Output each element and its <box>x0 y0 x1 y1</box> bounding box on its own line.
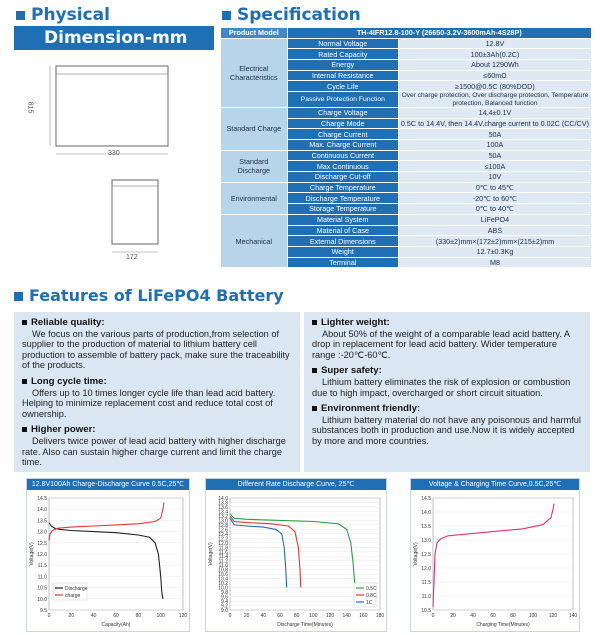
y-tick-label: 12.0 <box>218 540 228 547</box>
feature-text: Offers up to 10 times longer cycle life than lead acid battery. Helping to minimize replacement cost and reduce total cost of ownership. <box>22 387 276 419</box>
x-tick-label: 20 <box>450 613 456 619</box>
legend-label: Discharge <box>65 586 88 592</box>
feature-title <box>312 404 582 415</box>
spec-param: Rated Capacity <box>287 49 398 60</box>
spec-category: Electrical Characteristics <box>221 38 288 107</box>
spec-param: Max Continuous <box>287 161 398 172</box>
spec-row <box>221 38 592 49</box>
feature-title-text: Lighter weight: <box>321 317 390 328</box>
spec-value: 100±3Ah(0.2C) <box>398 49 591 60</box>
y-axis-label: Voltage(V) <box>29 542 35 566</box>
x-tick-label: 80 <box>135 613 142 619</box>
y-tick-label: 11.5 <box>37 563 47 570</box>
y-tick-label: 14.0 <box>37 507 47 514</box>
y-tick-label: 11.0 <box>37 574 47 581</box>
y-tick-label: 10.2 <box>218 581 228 588</box>
y-tick-label: 13.0 <box>421 538 431 544</box>
y-tick-label: 9.5 <box>40 608 47 614</box>
x-tick-label: 120 <box>178 613 188 619</box>
spec-param: Passive Protection Function <box>287 92 398 108</box>
legend-label: charge <box>65 593 81 599</box>
features-right-list <box>304 312 590 447</box>
x-tick-label: 0 <box>47 613 51 619</box>
spec-param: Charge Current <box>287 129 398 140</box>
depth-dimension-label: 172 <box>126 254 138 261</box>
chart-title-1: 12.8V100Ah Charge-Discharge Curve 0.5C,25℃ <box>27 479 189 490</box>
spec-param: Continuous Current <box>287 150 398 161</box>
chart-panel-1 <box>26 478 190 632</box>
y-tick-label: 12.0 <box>37 552 47 558</box>
x-tick-label: 120 <box>325 613 335 619</box>
spec-value: 0℃ to 45℃ <box>398 182 591 193</box>
charge-discharge-chart <box>27 490 189 630</box>
feature-text: Delivers twice power of lead acid battery with higher discharge rate. Also can sustain higher charge current and limit the charge time. <box>22 435 286 468</box>
y-tick-label: 13.0 <box>37 529 47 536</box>
spec-header-label: Product Model <box>221 28 288 39</box>
y-tick-label: 9.2 <box>221 603 228 610</box>
square-bullet-icon <box>22 379 27 384</box>
spec-param: Discharge Temperature <box>287 193 398 204</box>
y-tick-label: 10.0 <box>218 585 228 592</box>
spec-row <box>221 214 592 225</box>
x-tick-label: 100 <box>156 613 165 619</box>
spec-value: 14.4±0.1V <box>398 107 591 118</box>
legend-label: 0.5C <box>366 586 377 592</box>
feature-title-text: Environment friendly: <box>321 403 421 415</box>
y-tick-label: 13.4 <box>218 509 228 516</box>
spec-param: Storage Temperature <box>287 204 398 215</box>
y-tick-label: 11.8 <box>218 545 228 552</box>
x-axis-label: Charging Time(Minutes) <box>476 622 530 628</box>
spec-value: 12.7±0.3Kg <box>398 246 591 257</box>
x-axis-label: Capacity(Ah) <box>101 622 131 628</box>
spec-value: 0.5C to 14.4V, then 14.4V,charge current to 0.02C (CC/CV) <box>398 118 591 129</box>
spec-category: Standard Charge <box>221 107 288 150</box>
y-tick-label: 9.6 <box>221 594 228 601</box>
y-tick-label: 11.4 <box>218 554 228 561</box>
feature-title-text: Reliable quality: <box>31 317 105 328</box>
y-tick-label: 12.2 <box>218 536 228 543</box>
feature-title <box>22 377 292 388</box>
feature-title-text: Higher power: <box>31 424 96 436</box>
spec-param: Charge Temperature <box>287 182 398 193</box>
y-tick-label: 14.0 <box>421 510 431 516</box>
spec-table-container <box>220 27 592 268</box>
specification-title: Specification <box>222 5 361 25</box>
x-tick-label: 40 <box>260 613 267 619</box>
physical-title: Physical <box>16 5 110 25</box>
spec-param: Normal Voltage <box>287 38 398 49</box>
features-left-panel <box>14 312 300 472</box>
y-tick-label: 14.5 <box>37 496 47 502</box>
y-tick-label: 12.5 <box>421 552 431 558</box>
y-tick-label: 11.2 <box>218 558 228 565</box>
x-tick-label: 140 <box>342 613 351 619</box>
y-tick-label: 11.0 <box>218 563 228 570</box>
spec-value: ≤100A <box>398 161 591 172</box>
spec-value: ≤60mΩ <box>398 70 591 81</box>
spec-value: 100A <box>398 140 591 151</box>
y-tick-label: 13.2 <box>218 513 228 520</box>
x-tick-label: 160 <box>359 613 368 619</box>
spec-value: 50A <box>398 150 591 161</box>
y-tick-label: 10.6 <box>218 572 228 579</box>
y-tick-label: 13.8 <box>218 500 228 507</box>
spec-value: (330±2)mm×(172±2)mm×(215±2)mm <box>398 236 591 247</box>
square-bullet-icon <box>312 368 317 373</box>
features-right-panel <box>304 312 590 472</box>
spec-param: Cycle Life <box>287 81 398 92</box>
feature-text: Lithium battery eliminates the risk of explosion or combustion due to high impact, overcharged or short circuit situation. <box>312 376 571 398</box>
x-tick-label: 0 <box>431 613 435 619</box>
width-dimension-label: 330 <box>108 150 120 157</box>
y-tick-label: 10.4 <box>218 576 228 583</box>
y-tick-label: 12.8 <box>218 522 228 529</box>
square-bullet-icon <box>22 427 27 432</box>
features-left-list <box>14 312 300 468</box>
feature-title <box>312 318 582 329</box>
y-tick-label: 13.5 <box>421 524 431 530</box>
y-tick-label: 11.5 <box>421 580 431 586</box>
spec-param: Charge Mode <box>287 118 398 129</box>
spec-param: Weight <box>287 246 398 257</box>
spec-row <box>221 182 592 193</box>
y-tick-label: 13.6 <box>218 504 228 511</box>
x-tick-label: 60 <box>113 613 119 619</box>
spec-param: Max. Charge Current <box>287 140 398 151</box>
y-tick-label: 13.5 <box>37 518 47 525</box>
y-tick-label: 10.5 <box>421 608 431 614</box>
features-title: Features of LiFePO4 Battery <box>14 286 284 305</box>
y-tick-label: 10.8 <box>218 567 228 574</box>
legend-label: 0.8C <box>366 593 377 599</box>
y-axis-label: Voltage(V) <box>208 542 214 566</box>
spec-value: ≥1500@0.5C (80%DOD) <box>398 81 591 92</box>
x-tick-label: 80 <box>510 613 516 619</box>
dimension-title-bar: Dimension-mm <box>14 26 214 50</box>
feature-text: About 50% of the weight of a comparable lead acid battery. A drop in replacement for lead acid battery. Wider temperature range :-20℃-60℃. <box>312 328 570 360</box>
feature-text: Lithium battery material do not have any poisonous and harmful substances both in production and use.Now it is widely accepted by more and more countries. <box>312 414 581 446</box>
x-tick-label: 120 <box>548 613 558 619</box>
x-tick-label: 0 <box>228 613 232 619</box>
y-tick-label: 14.0 <box>218 496 228 502</box>
spec-row <box>221 107 592 118</box>
spec-value: M8 <box>398 257 591 268</box>
x-tick-label: 60 <box>277 613 283 619</box>
spec-value: Over charge protection, Over discharge protection, Temperature protection, Balanced function <box>398 92 591 108</box>
y-axis-label: Voltage(V) <box>413 542 419 566</box>
spec-category: Environmental <box>221 182 288 214</box>
x-tick-label: 60 <box>490 613 496 619</box>
height-dimension-label: 815 <box>26 101 34 114</box>
y-tick-label: 12.0 <box>421 566 431 572</box>
spec-param: Charge Voltage <box>287 107 398 118</box>
y-tick-label: 10.0 <box>37 596 47 603</box>
x-tick-label: 40 <box>90 613 97 619</box>
y-tick-label: 12.4 <box>218 531 228 538</box>
y-tick-label: 9.8 <box>221 590 228 597</box>
x-tick-label: 100 <box>528 613 538 619</box>
charging-time-chart <box>411 490 579 630</box>
spec-param: Internal Resistance <box>287 70 398 81</box>
y-tick-label: 11.6 <box>218 549 228 556</box>
y-tick-label: 12.5 <box>37 540 47 547</box>
spec-param: Discharge Cut-off <box>287 172 398 183</box>
square-bullet-icon <box>14 292 23 301</box>
y-tick-label: 11.0 <box>421 594 431 600</box>
x-tick-label: 20 <box>68 613 75 619</box>
square-bullet-icon <box>222 11 231 20</box>
y-tick-label: 12.6 <box>218 527 228 534</box>
spec-model: TH-4IFR12.8-100-Y (26650-3.2V-3600mAh-4S28P) <box>287 28 591 39</box>
feature-title-text: Long cycle time: <box>31 375 107 387</box>
square-bullet-icon <box>22 320 27 325</box>
spec-param: Energy <box>287 60 398 71</box>
spec-value: -20℃ to 60℃ <box>398 193 591 204</box>
y-tick-label: 9.4 <box>221 599 228 606</box>
feature-title-text: Super safety: <box>321 365 382 377</box>
x-tick-label: 40 <box>470 613 476 619</box>
y-tick-label: 14.5 <box>421 496 431 502</box>
spec-param: Material System <box>287 214 398 225</box>
rate-discharge-chart <box>206 490 386 630</box>
spec-param: Material of Case <box>287 225 398 236</box>
x-tick-label: 140 <box>568 613 578 619</box>
spec-header-row <box>221 28 592 39</box>
x-axis-label: Discharge Time(Minutes) <box>277 622 333 628</box>
square-bullet-icon <box>312 406 317 411</box>
chart-title-3: Voltage & Charging Time Curve,0.5C,25℃ <box>411 479 579 490</box>
chart-panel-2 <box>205 478 387 632</box>
spec-param: External Dimensions <box>287 236 398 247</box>
spec-param: Terminal <box>287 257 398 268</box>
spec-value: 12.8V <box>398 38 591 49</box>
spec-value: 10V <box>398 172 591 183</box>
spec-category: Standard Discharge <box>221 150 288 182</box>
square-bullet-icon <box>312 320 317 325</box>
feature-title <box>22 425 292 436</box>
feature-title <box>22 318 292 329</box>
chart-title-2: Different Rate Discharge Curve, 25℃ <box>206 479 386 490</box>
spec-value: LiFePO4 <box>398 214 591 225</box>
spec-value: 50A <box>398 129 591 140</box>
feature-text: We focus on the various parts of production,from selection of supplier to the production of material to lithium battery cell production to assemble of battery pack, make sure the traceability of the products. <box>22 328 290 371</box>
spec-table <box>220 27 592 268</box>
spec-category: Mechanical <box>221 214 288 267</box>
spec-value: 0℃ to 40℃ <box>398 204 591 215</box>
spec-row <box>221 150 592 161</box>
y-tick-label: 13.0 <box>218 518 228 525</box>
spec-value: ABS <box>398 225 591 236</box>
x-tick-label: 100 <box>309 613 318 619</box>
square-bullet-icon <box>16 11 25 20</box>
feature-title <box>312 366 582 377</box>
x-tick-label: 20 <box>243 613 250 619</box>
y-tick-label: 9.0 <box>221 608 228 614</box>
chart-panel-3 <box>410 478 580 632</box>
x-tick-label: 180 <box>375 613 385 619</box>
front-view-drawing <box>30 60 180 170</box>
x-tick-label: 80 <box>293 613 300 619</box>
spec-value: About 1290Wh <box>398 60 591 71</box>
side-view-drawing <box>100 170 190 265</box>
legend-label: 1C <box>366 600 373 606</box>
y-tick-label: 10.5 <box>37 585 47 592</box>
